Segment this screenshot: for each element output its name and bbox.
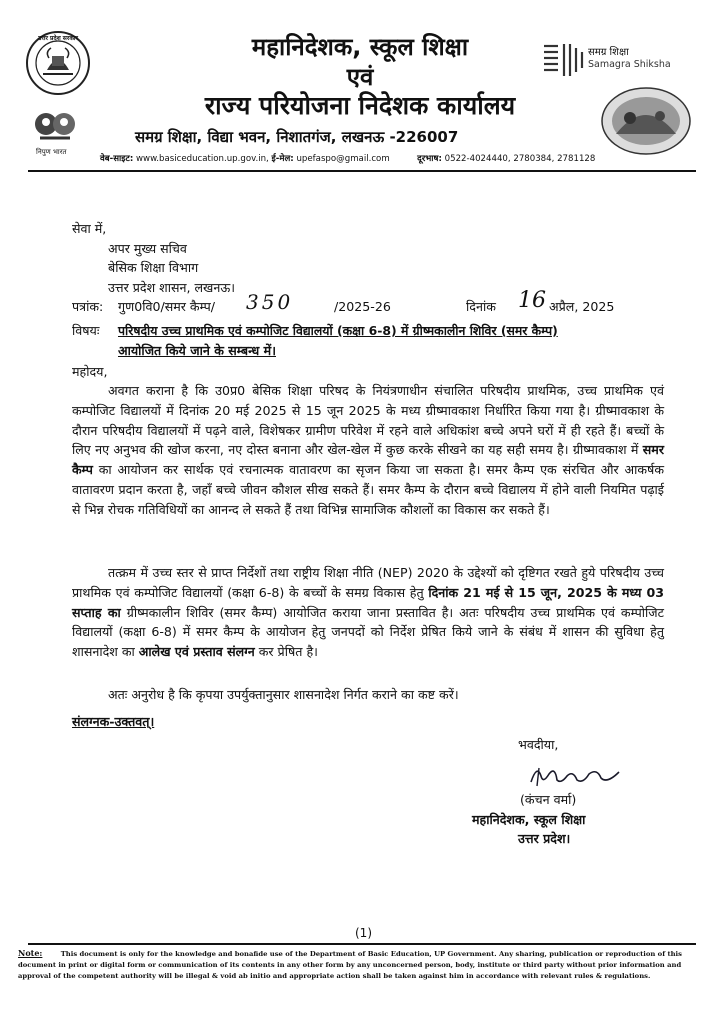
- subject-line2: आयोजित किये जाने के सम्बन्ध में।: [118, 343, 276, 358]
- to-line3: उत्तर प्रदेश शासन, लखनऊ।: [108, 280, 236, 295]
- paragraph-2: [72, 563, 664, 662]
- office-title-line1: महानिदेशक, स्कूल शिक्षा: [251, 33, 469, 61]
- to-line2: बेसिक शिक्षा विभाग: [108, 260, 199, 275]
- paragraph-3: अतः अनुरोध है कि कृपया उपर्युक्तानुसार शासनादेश निर्गत कराने का कष्ट करें।: [108, 687, 459, 702]
- phone: 0522-4024440, 2780384, 2781128: [444, 154, 596, 164]
- ref-number-handwritten: 350: [246, 290, 294, 314]
- emblem-stamp-logo: [600, 86, 692, 156]
- samagra-shiksha-english: Samagra Shiksha: [588, 59, 671, 70]
- website-label: वेब-साइट:: [100, 154, 134, 164]
- header-divider: [28, 170, 696, 172]
- paragraph-1: [72, 381, 664, 520]
- subject-line1: परिषदीय उच्च प्राथमिक एवं कम्पोजिट विद्यालयों (कक्षा 6-8) में ग्रीष्मकालीन शिविर (समर कैम्प): [118, 323, 558, 338]
- office-address: समग्र शिक्षा, विद्या भवन, निशातगंज, लखनऊ -226007: [135, 128, 459, 146]
- samagra-shiksha-logo: [540, 40, 586, 80]
- phone-label: दूरभाष:: [417, 154, 442, 164]
- samagra-shiksha-hindi: समग्र शिक्षा: [588, 47, 629, 58]
- note-text: This document is only for the knowledge and bonafide use of the Department of Basic Education, UP Government. Any sharing, publication or reproduction of this document in print or digital form or communication of its contents in any other form by any unconcerned person, body, institute or third party without prior information and approval of the competent authority will be illegal & void ab initio and appropriate action shall be taken against him in accordance with relevant rules & regulations.: [18, 950, 682, 980]
- para1-text-b: का आयोजन कर सार्थक एवं रचनात्मक वातावरण का सृजन किया जा सकता है। समर कैम्प एक संरचित और आकर्षक वातावरण प्रदान करता है, जहाँ बच्चे जीवन कौशल सीख सकते हैं। समर कैम्प के दौरान बच्चे विद्यालय में होने वाली नियमित पढ़ाई से भिन्न रोचक गतिविधियों का आनन्द ले सकते हैं तथा विभिन्न सामाजिक कौशलों का विकास कर सकते हैं।: [72, 462, 664, 517]
- email[interactable]: upefaspo@gmail.com: [296, 154, 390, 164]
- nipun-bharat-caption: निपुण भारत: [36, 148, 67, 156]
- para2-text-c: कर प्रेषित है।: [258, 644, 318, 660]
- to-salutation: सेवा में,: [72, 221, 107, 236]
- footer-divider: [28, 943, 696, 945]
- date-rest: अप्रैल, 2025: [549, 299, 615, 314]
- office-title-line2: एवं: [346, 63, 374, 91]
- signer-name: (कंचन वर्मा): [520, 792, 577, 807]
- date-day-handwritten: 16: [518, 288, 546, 313]
- page-number: (1): [355, 926, 372, 940]
- para2-bold1: दिनांक 21 मई से 15 जून, 2025 के मध्य 03 सप्ताह का: [72, 584, 664, 620]
- para1-bold: समर कैम्प: [72, 442, 664, 478]
- office-title-line3: राज्य परियोजना निदेशक कार्यालय: [204, 91, 516, 120]
- greeting: महोदय,: [72, 364, 108, 379]
- note-label: Note:: [18, 948, 43, 958]
- signer-state: उत्तर प्रदेश।: [518, 831, 571, 846]
- ref-prefix: गुण0वि0/समर कैम्प/: [118, 299, 216, 314]
- para2-text-b: ग्रीष्मकालीन शिविर (समर कैम्प) आयोजित कराया जाना प्रस्तावित है। अतः परिषदीय उच्च प्राथमिक एवं कम्पोजिट विद्यालयों (कक्षा 6-8) में समर कैम्प के आयोजन हेतु जनपदों को निर्देश प्रेषित किये जाने के संबंध में शासन की सुविधा हेतु शासनादेश का: [72, 604, 664, 660]
- enclosure: संलग्नक-उक्तवत्।: [72, 714, 155, 729]
- para2-bold2: आलेख एवं प्रस्ताव संलग्न: [138, 644, 255, 660]
- ref-label: पत्रांक:: [72, 299, 104, 314]
- footer-note: [18, 948, 694, 982]
- para2-text-a: तत्क्रम में उच्च स्तर से प्राप्त निर्देशों तथा राष्ट्रीय शिक्षा नीति (NEP) 2020 के उद्देश्यों को दृष्टिगत रखते हुये परिषदीय उच्च प्राथमिक एवं कम्पोजिट विद्यालयों (कक्षा 6-8) के बच्चों के समग्र विकास हेतु: [72, 565, 664, 600]
- email-label: ई-मेल:: [271, 154, 294, 164]
- ref-suffix: /2025-26: [334, 299, 391, 314]
- closing: भवदीया,: [518, 737, 559, 752]
- para1-text-a: अवगत कराना है कि उ0प्र0 बेसिक शिक्षा परिषद के नियंत्रणाधीन संचालित परिषदीय प्राथमिक, उच्च प्राथमिक एवं कम्पोजिट विद्यालयों में दिनांक 20 मई 2025 से 15 जून 2025 के मध्य ग्रीष्मावकाश निर्धारित किया गया है। ग्रीष्मावकाश के दौरान परिषदीय विद्यालयों में पढ़ने वाले, विशेषकर ग्रामीण परिवेश में रहने वाले अधिकांश बच्चे अपने घरों में ही रहते हैं। बच्चों के लिए नए अनुभव की खोज करना, नए दोस्त बनाना और खेल-खेल में कुछ करके सीखने का यह सही समय है। ग्रीष्मावकाश में: [72, 383, 664, 458]
- subject-label: विषयः: [72, 323, 100, 338]
- up-government-logo-text: उत्तर प्रदेश सरकार: [38, 35, 78, 42]
- date-label: दिनांक: [466, 299, 496, 314]
- contact-line: [100, 152, 595, 164]
- website[interactable]: www.basiceducation.up.gov.in,: [136, 154, 269, 164]
- to-line1: अपर मुख्य सचिव: [108, 241, 187, 256]
- nipun-bharat-logo: [32, 108, 78, 146]
- signer-designation: महानिदेशक, स्कूल शिक्षा: [472, 812, 586, 827]
- signature: [527, 762, 627, 790]
